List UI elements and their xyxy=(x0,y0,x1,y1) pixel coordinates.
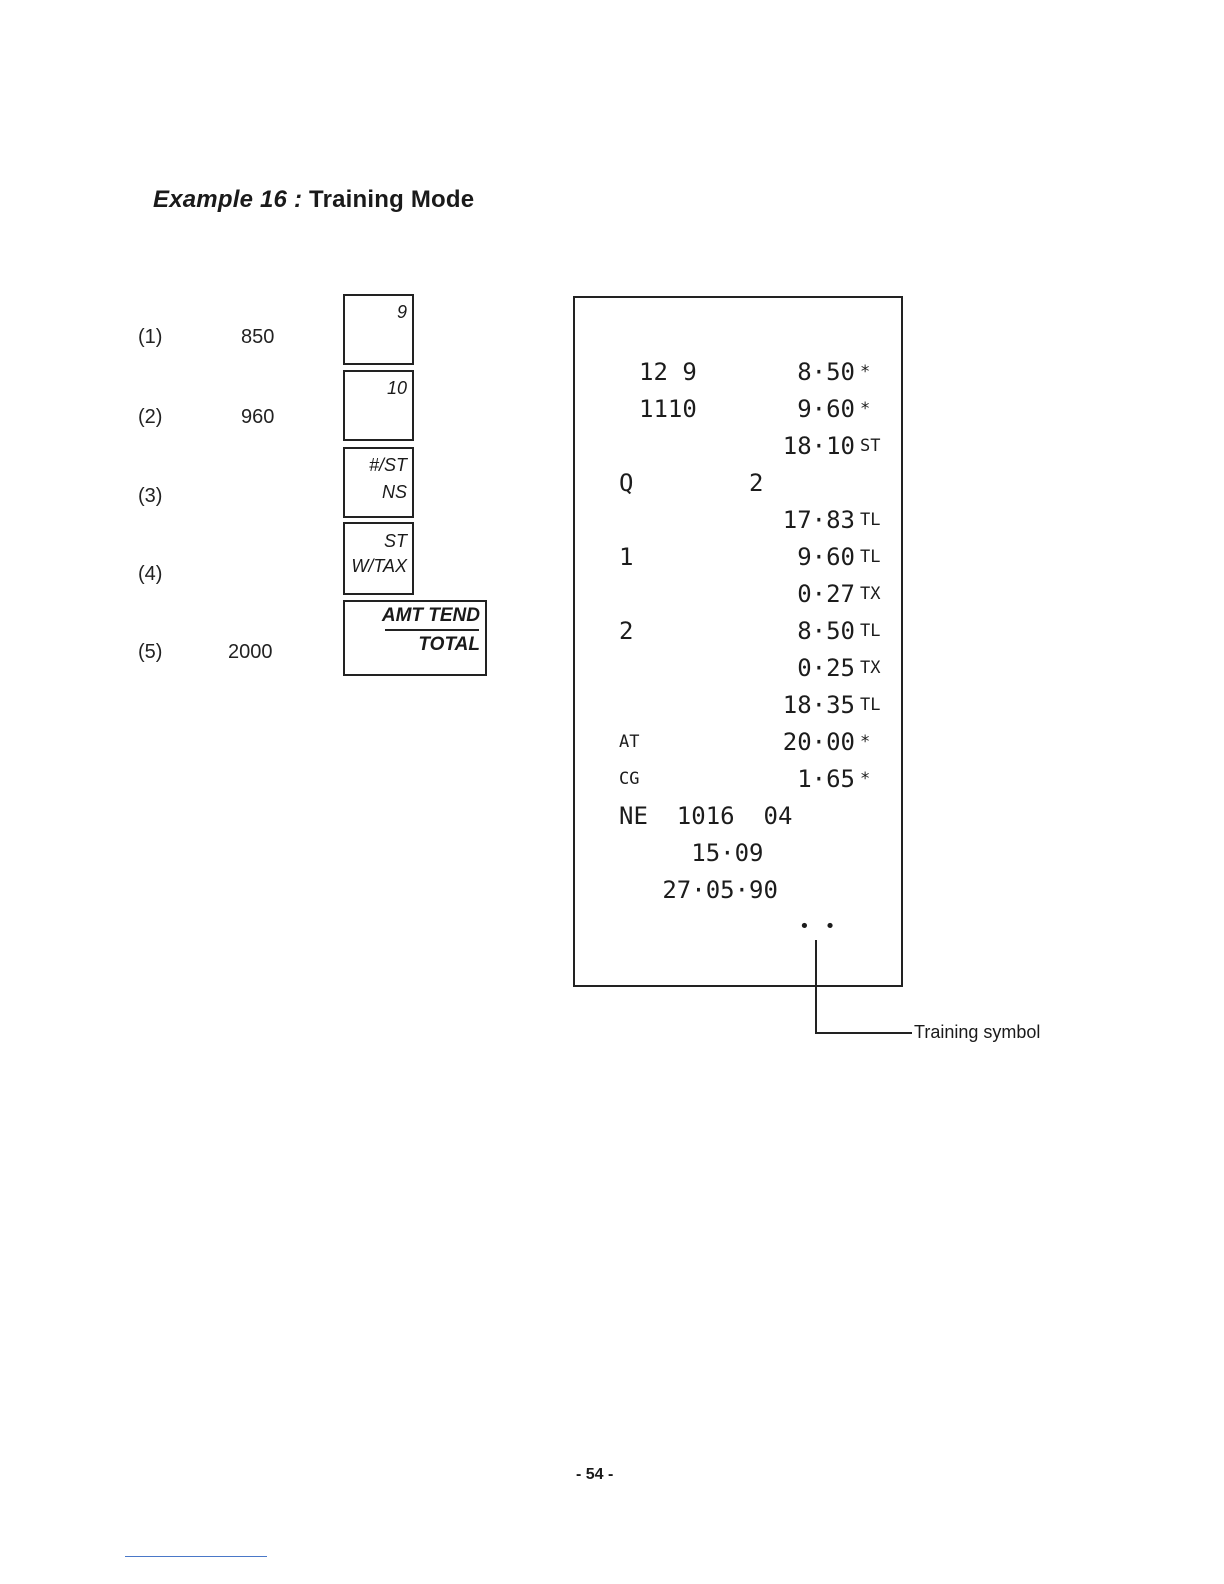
receipt-line xyxy=(575,876,901,910)
receipt-line-amount: 9·60 xyxy=(797,543,855,571)
footer-rule xyxy=(125,1556,267,1557)
receipt-line-symbol: TL xyxy=(860,621,881,641)
printed-receipt xyxy=(573,296,903,987)
key-label-top: AMT TEND xyxy=(381,605,480,626)
example-title: Training Mode xyxy=(309,186,475,213)
key-label-top: #/ST xyxy=(368,455,407,475)
receipt-line-amount: 0·25 xyxy=(797,654,855,682)
page-number: - 54 - xyxy=(576,1466,614,1483)
receipt-line-symbol: TL xyxy=(860,547,881,567)
receipt-line-amount: 1·65 xyxy=(797,765,855,793)
key-dept-10 xyxy=(343,370,414,441)
step-number: (5) xyxy=(138,641,163,663)
receipt-line xyxy=(575,395,901,429)
key-label: 9 xyxy=(396,302,407,322)
receipt-line xyxy=(575,506,901,540)
receipt-line-left: 1 xyxy=(619,543,634,571)
key-subtotal-no-sale xyxy=(343,447,414,518)
step-number: (4) xyxy=(138,563,163,585)
receipt-line-amount: 8·50 xyxy=(797,617,855,645)
training-symbol-label: Training symbol xyxy=(914,1022,1041,1042)
receipt-line xyxy=(575,802,901,836)
key-divider xyxy=(385,629,479,631)
step-amount: 960 xyxy=(241,406,275,428)
receipt-line-amount: 18·35 xyxy=(782,691,855,719)
callout-leader-vertical xyxy=(815,940,817,1034)
receipt-line-symbol: TX xyxy=(860,658,881,678)
receipt-line-symbol: TX xyxy=(860,584,881,604)
callout-leader-horizontal xyxy=(815,1032,912,1034)
example-number: Example 16 : xyxy=(153,186,303,213)
training-symbol-dots: • • xyxy=(799,916,838,937)
step-number: (2) xyxy=(138,406,163,428)
key-subtotal-with-tax xyxy=(343,522,414,595)
key-label-bottom: W/TAX xyxy=(351,556,407,576)
receipt-line xyxy=(575,469,901,503)
receipt-line xyxy=(575,358,901,392)
receipt-line-amount: 9·60 xyxy=(797,395,855,423)
page-title xyxy=(153,186,474,214)
receipt-line-symbol: * xyxy=(860,732,871,752)
receipt-line-left: AT xyxy=(619,732,640,752)
receipt-line-symbol: * xyxy=(860,362,871,382)
receipt-line-symbol: * xyxy=(860,769,871,789)
receipt-line xyxy=(575,691,901,725)
key-amt-tend-total xyxy=(343,600,487,676)
receipt-line xyxy=(575,543,901,577)
receipt-line xyxy=(575,580,901,614)
receipt-line-amount: 18·10 xyxy=(782,432,855,460)
receipt-line-left: NE 1016 04 xyxy=(619,802,793,830)
key-label-top: ST xyxy=(383,531,407,551)
receipt-line-amount: 0·27 xyxy=(797,580,855,608)
receipt-line-left: 27·05·90 xyxy=(619,876,778,904)
receipt-line-amount: 8·50 xyxy=(797,358,855,386)
key-label-bottom: NS xyxy=(381,482,407,502)
receipt-line-symbol: TL xyxy=(860,510,881,530)
receipt-line-left: CG xyxy=(619,769,640,789)
receipt-line-symbol: ST xyxy=(860,436,881,456)
receipt-line-left: 12 9 xyxy=(639,358,697,386)
receipt-line-left: 1110 xyxy=(639,395,697,423)
step-amount: 850 xyxy=(241,326,275,348)
step-number: (1) xyxy=(138,326,163,348)
receipt-line-left: 2 xyxy=(619,617,634,645)
receipt-line xyxy=(575,617,901,651)
training-symbol xyxy=(575,916,901,950)
key-label: 10 xyxy=(386,378,407,398)
receipt-line-amount: 17·83 xyxy=(782,506,855,534)
receipt-line xyxy=(575,839,901,873)
receipt-line xyxy=(575,654,901,688)
step-number: (3) xyxy=(138,485,163,507)
receipt-line-left: Q 2 xyxy=(619,469,764,497)
key-dept-9 xyxy=(343,294,414,365)
receipt-line-symbol: TL xyxy=(860,695,881,715)
key-label-bottom: TOTAL xyxy=(418,634,480,655)
receipt-line-amount: 20·00 xyxy=(782,728,855,756)
receipt-line-left: 15·09 xyxy=(619,839,764,867)
receipt-line-symbol: * xyxy=(860,399,871,419)
step-amount: 2000 xyxy=(228,641,273,663)
receipt-line xyxy=(575,728,901,762)
receipt-line xyxy=(575,765,901,799)
receipt-line xyxy=(575,432,901,466)
